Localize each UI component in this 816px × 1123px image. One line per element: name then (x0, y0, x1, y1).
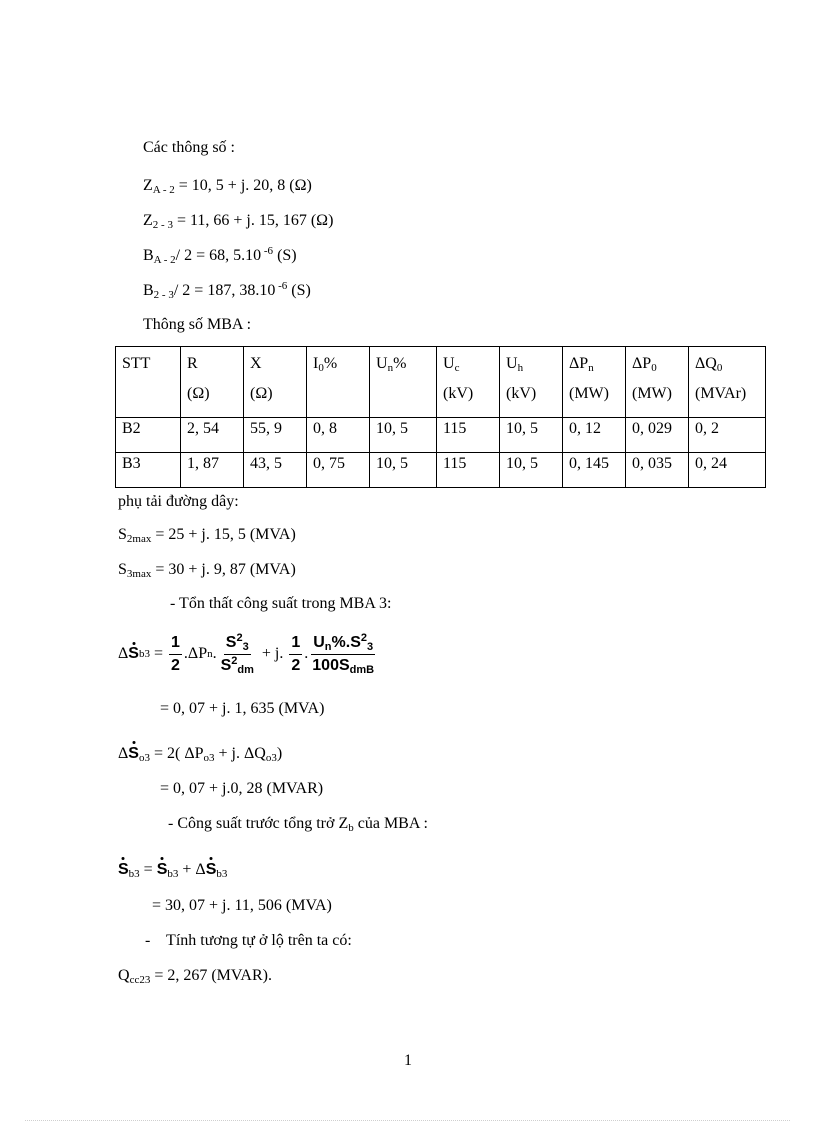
loss-title: - Tổn thất công suất trong MBA 3: (170, 595, 392, 612)
table-cell: 1, 87 (181, 453, 244, 488)
param-b-23: $B_{2 - 3}/$ 2 = 187, 38.10 $^{-6}$ (S) (143, 280, 311, 301)
fraction-half-2: $\frac{1}{2}$ (291, 633, 301, 674)
param-z-23: $Z_{2 - 3} = 11$, 66 + j. 15, 167 (Ω) (143, 212, 334, 231)
load-s2max: $S_{2max} = 25 + j$. 15, 5 (MVA) (118, 526, 296, 545)
table-cell: 0, 12 (563, 418, 626, 453)
table-cell: 55, 9 (244, 418, 307, 453)
param-b-a2: $B_{A - 2}/$ 2 = 68, 5.10 $^{-6}$ (S) (143, 245, 297, 266)
equation-3: $S_{b3} = S_{b3} + \Delta S_{b3}$ (118, 861, 228, 880)
header-i0: $I_0\%$ (307, 347, 370, 418)
header-x: X (Ω) (244, 347, 307, 418)
table-cell: 0, 2 (689, 418, 766, 453)
mba-title: Thông số MBA : (143, 316, 252, 333)
header-dp0: $\Delta P_0$ (MW) (626, 347, 689, 418)
table-row (116, 418, 766, 453)
table-cell: 0, 8 (307, 418, 370, 453)
table-cell: 0, 035 (626, 453, 689, 488)
table-cell: 2, 54 (181, 418, 244, 453)
table-cell: 10, 5 (370, 418, 437, 453)
table-header-row (116, 347, 766, 418)
page-number: 1 (404, 1052, 412, 1069)
table-cell: 0, 029 (626, 418, 689, 453)
table-row (116, 453, 766, 488)
equation-2: $\Delta S_{o3} = 2$( $\Delta P_{o3} + j$. $\Delta Q_{o3}$) (118, 745, 283, 764)
load-s3max: $S_{3max} = 30 + j$. 9, 87 (MVA) (118, 561, 296, 580)
table-cell: 0, 145 (563, 453, 626, 488)
equation-loss-mba3: Δ S b3 = $\frac{1}{2}$ .ΔP n . $\frac{S^2_3}{S^2_{dm}}$ + j. $\frac{1}{2}$ . $\frac{U_n\%.S^2_3}{100S_{dmB}}$ (118, 631, 375, 676)
table-cell: 0, 24 (689, 453, 766, 488)
fraction-un-ratio: $\frac{U_n\%.S^2_3}{100S_{dmB}}$ (312, 631, 375, 676)
table-cell: 43, 5 (244, 453, 307, 488)
table-cell: B3 (116, 453, 181, 488)
header-dpn: $\Delta P_n$ (MW) (563, 347, 626, 418)
mba-parameter-table (115, 346, 766, 488)
param-z-a2: $Z_{A - 2} = 10$, 5 + j. 20, 8 (Ω) (143, 177, 312, 196)
table-cell: 115 (437, 418, 500, 453)
table-cell: 10, 5 (500, 453, 563, 488)
fraction-s-ratio: $\frac{S^2_3}{S^2_{dm}}$ (220, 631, 254, 676)
table-cell: 10, 5 (370, 453, 437, 488)
result-3: = 30, 07 + j. 11, 506 (MVA) (152, 897, 332, 914)
load-title: phụ tải đường dây: (118, 493, 239, 510)
table-cell: 10, 5 (500, 418, 563, 453)
table-cell: 115 (437, 453, 500, 488)
fraction-half: $\frac{1}{2}$ (171, 633, 180, 674)
header-r: R (Ω) (181, 347, 244, 418)
similar-note: - Tính tương tự ở lộ trên ta có: (145, 932, 352, 949)
header-uh: $U_h$ (kV) (500, 347, 563, 418)
header-stt: STT (116, 347, 181, 418)
page-bottom-divider (25, 1120, 790, 1121)
result-1: = 0, 07 + j. 1, 635 (MVA) (160, 700, 325, 717)
intro-label: Các thông số : (143, 139, 235, 156)
cs-title: - Công suất trước tổng trở $Z_b$ của MBA : (168, 815, 428, 834)
result-2: = 0, 07 + j.0, 28 (MVAR) (160, 780, 324, 797)
header-dq0: $\Delta Q_0$ (MVAr) (689, 347, 766, 418)
qcc-result: $Q_{cc23} = 2$, 267 (MVAR). (118, 967, 272, 986)
table-cell: B2 (116, 418, 181, 453)
header-un: $U_n\%$ (370, 347, 437, 418)
header-uc: $U_c$ (kV) (437, 347, 500, 418)
table-cell: 0, 75 (307, 453, 370, 488)
